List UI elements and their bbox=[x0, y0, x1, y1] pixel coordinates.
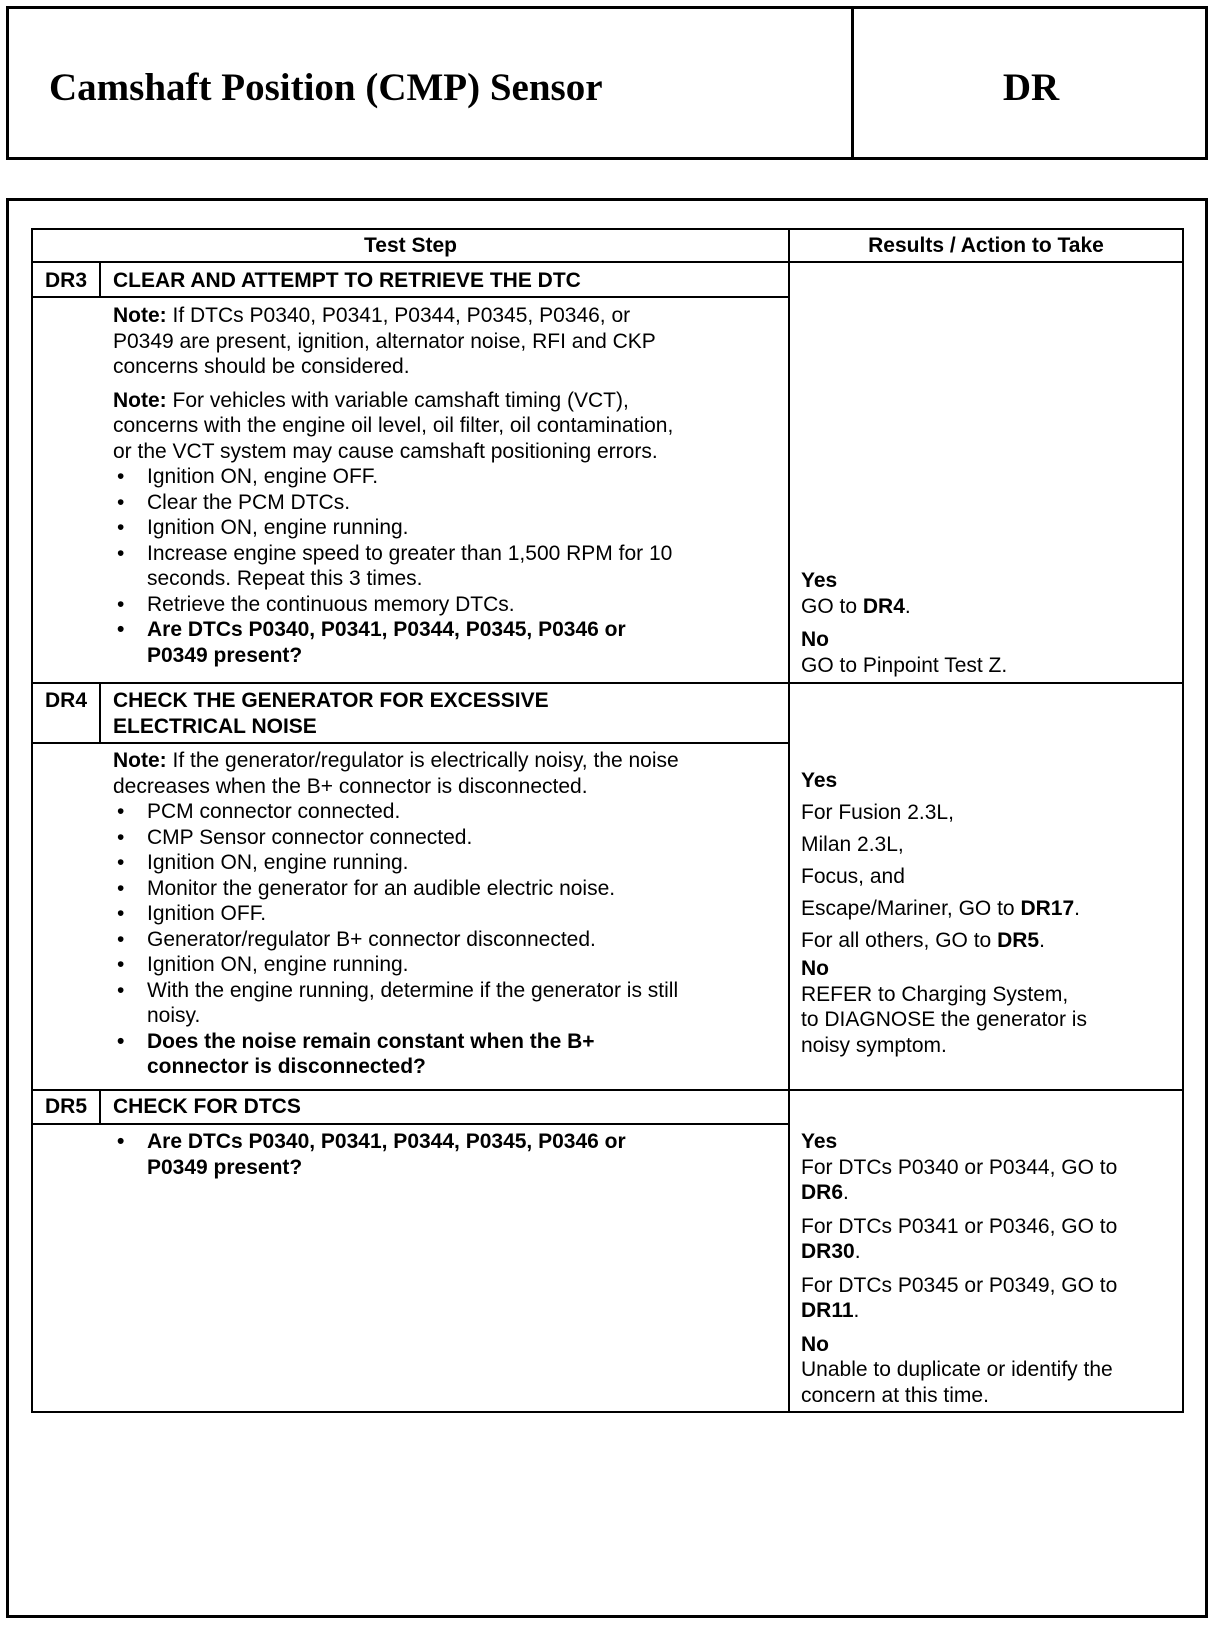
result-block bbox=[801, 956, 1087, 1058]
list-item: • Retrieve the continuous memory DTCs. bbox=[117, 592, 515, 616]
yes-action: For DTCs P0341 or P0346, GO to DR30. bbox=[801, 1214, 1118, 1263]
yes-line: For Fusion 2.3L, bbox=[801, 801, 954, 824]
note-label: Note: bbox=[113, 749, 167, 772]
list-item: • Ignition OFF. bbox=[117, 902, 267, 925]
list-item: • CMP Sensor connector connected. bbox=[117, 825, 473, 849]
note-label: Note: bbox=[113, 388, 167, 412]
result-block bbox=[801, 765, 1080, 957]
yes-action: For all others, GO to DR5. bbox=[801, 929, 1045, 952]
list-item: • Ignition ON, engine running. bbox=[117, 516, 409, 539]
step-title-rule bbox=[31, 1123, 789, 1125]
yes-label: Yes bbox=[801, 1130, 838, 1153]
no-action[interactable]: REFER to Charging System, bbox=[801, 982, 1069, 1006]
step-body bbox=[113, 1129, 626, 1180]
column-header-test-step: Test Step bbox=[364, 234, 457, 257]
step-ref-link[interactable]: DR17 bbox=[1020, 897, 1075, 920]
step-body bbox=[113, 303, 673, 668]
no-action: to DIAGNOSE the generator is bbox=[801, 1008, 1087, 1031]
note-label: Note: bbox=[113, 304, 167, 327]
step-title-rule bbox=[31, 296, 789, 298]
header-rule bbox=[31, 261, 1184, 263]
step-ref-link[interactable]: DR30 bbox=[801, 1240, 855, 1263]
step-title: CHECK FOR DTCS bbox=[113, 1095, 301, 1118]
step-title: CHECK THE GENERATOR FOR EXCESSIVE ELECTRICAL NOISE bbox=[113, 689, 549, 738]
step-id-divider bbox=[99, 1089, 101, 1124]
list-item: • Ignition ON, engine OFF. bbox=[117, 465, 379, 488]
column-divider bbox=[788, 228, 790, 1413]
note-line: concerns should be considered. bbox=[113, 355, 410, 378]
list-item: • Ignition ON, engine running. bbox=[117, 953, 409, 976]
list-item: • Generator/regulator B+ connector disconnected. bbox=[117, 927, 596, 951]
yes-action: For DTCs P0340 or P0344, GO to DR6. bbox=[801, 1155, 1118, 1204]
page-title: Camshaft Position (CMP) Sensor bbox=[49, 66, 603, 109]
note-line: Note: If the generator/regulator is electrically noisy, the noise bbox=[113, 749, 679, 772]
list-item: • Monitor the generator for an audible electric noise. bbox=[117, 876, 616, 900]
note-line: Note: For vehicles with variable camshaft timing (VCT), bbox=[113, 388, 629, 412]
step-id: DR5 bbox=[44, 1095, 87, 1118]
list-item: • Clear the PCM DTCs. bbox=[117, 490, 351, 514]
step-body bbox=[113, 748, 679, 1080]
result-block bbox=[801, 568, 1007, 678]
result-block bbox=[801, 1129, 1117, 1408]
step-id: DR3 bbox=[44, 269, 87, 292]
step-id-divider bbox=[99, 261, 101, 297]
step-ref-link[interactable]: DR4 bbox=[862, 594, 905, 618]
no-label: No bbox=[801, 957, 829, 980]
list-item: • With the engine running, determine if the generator is still noisy. bbox=[117, 978, 679, 1027]
no-action: noisy symptom. bbox=[801, 1033, 947, 1057]
page-header bbox=[6, 6, 1208, 160]
step-bullet-list bbox=[113, 1129, 626, 1180]
list-item: • PCM connector connected. bbox=[117, 800, 401, 823]
no-action: Unable to duplicate or identify the bbox=[801, 1358, 1113, 1381]
yes-action: Escape/Mariner, GO to DR17. bbox=[801, 897, 1080, 920]
yes-action: For DTCs P0345 or P0349, GO to DR11. bbox=[801, 1273, 1118, 1322]
step-question: • Are DTCs P0340, P0341, P0344, P0345, P0346 or P0349 present? bbox=[117, 1130, 626, 1179]
no-label: No bbox=[801, 628, 829, 651]
list-item: • Ignition ON, engine running. bbox=[117, 851, 409, 874]
yes-action: GO to DR4. bbox=[801, 594, 911, 618]
row-divider bbox=[31, 682, 1184, 684]
step-question: • Are DTCs P0340, P0341, P0344, P0345, P0346 or P0349 present? bbox=[117, 618, 626, 667]
no-label: No bbox=[801, 1332, 829, 1356]
yes-line: Milan 2.3L, bbox=[801, 833, 904, 856]
step-title: CLEAR AND ATTEMPT TO RETRIEVE THE DTC bbox=[113, 269, 581, 292]
step-ref-link[interactable]: DR11 bbox=[801, 1299, 854, 1322]
note-line: decreases when the B+ connector is disconnected. bbox=[113, 774, 588, 798]
step-ref-link[interactable]: DR6 bbox=[801, 1181, 844, 1204]
step-id: DR4 bbox=[44, 689, 87, 712]
note-line: concerns with the engine oil level, oil filter, oil contamination, bbox=[113, 414, 674, 437]
list-item: • Increase engine speed to greater than 1,500 RPM for 10 seconds. Repeat this 3 times. bbox=[117, 541, 673, 590]
section-code: DR bbox=[1002, 66, 1060, 109]
yes-label: Yes bbox=[801, 769, 838, 792]
step-bullet-list bbox=[113, 799, 679, 1080]
step-bullet-list bbox=[113, 464, 673, 668]
yes-label: Yes bbox=[801, 569, 838, 592]
no-action: concern at this time. bbox=[801, 1383, 989, 1407]
step-question: • Does the noise remain constant when the B+ connector is disconnected? bbox=[117, 1029, 595, 1078]
no-action[interactable]: GO to Pinpoint Test Z. bbox=[801, 653, 1008, 677]
step-id-divider bbox=[99, 682, 101, 743]
step-ref-link[interactable]: DR5 bbox=[997, 929, 1040, 952]
step-title-rule bbox=[31, 742, 789, 744]
row-divider bbox=[31, 1089, 1184, 1091]
yes-line: Focus, and bbox=[801, 865, 905, 888]
column-header-results: Results / Action to Take bbox=[868, 234, 1104, 257]
note-line: or the VCT system may cause camshaft positioning errors. bbox=[113, 439, 658, 463]
note-line: Note: If DTCs P0340, P0341, P0344, P0345, P0346, or bbox=[113, 304, 631, 327]
note-line: P0349 are present, ignition, alternator noise, RFI and CKP bbox=[113, 329, 656, 353]
